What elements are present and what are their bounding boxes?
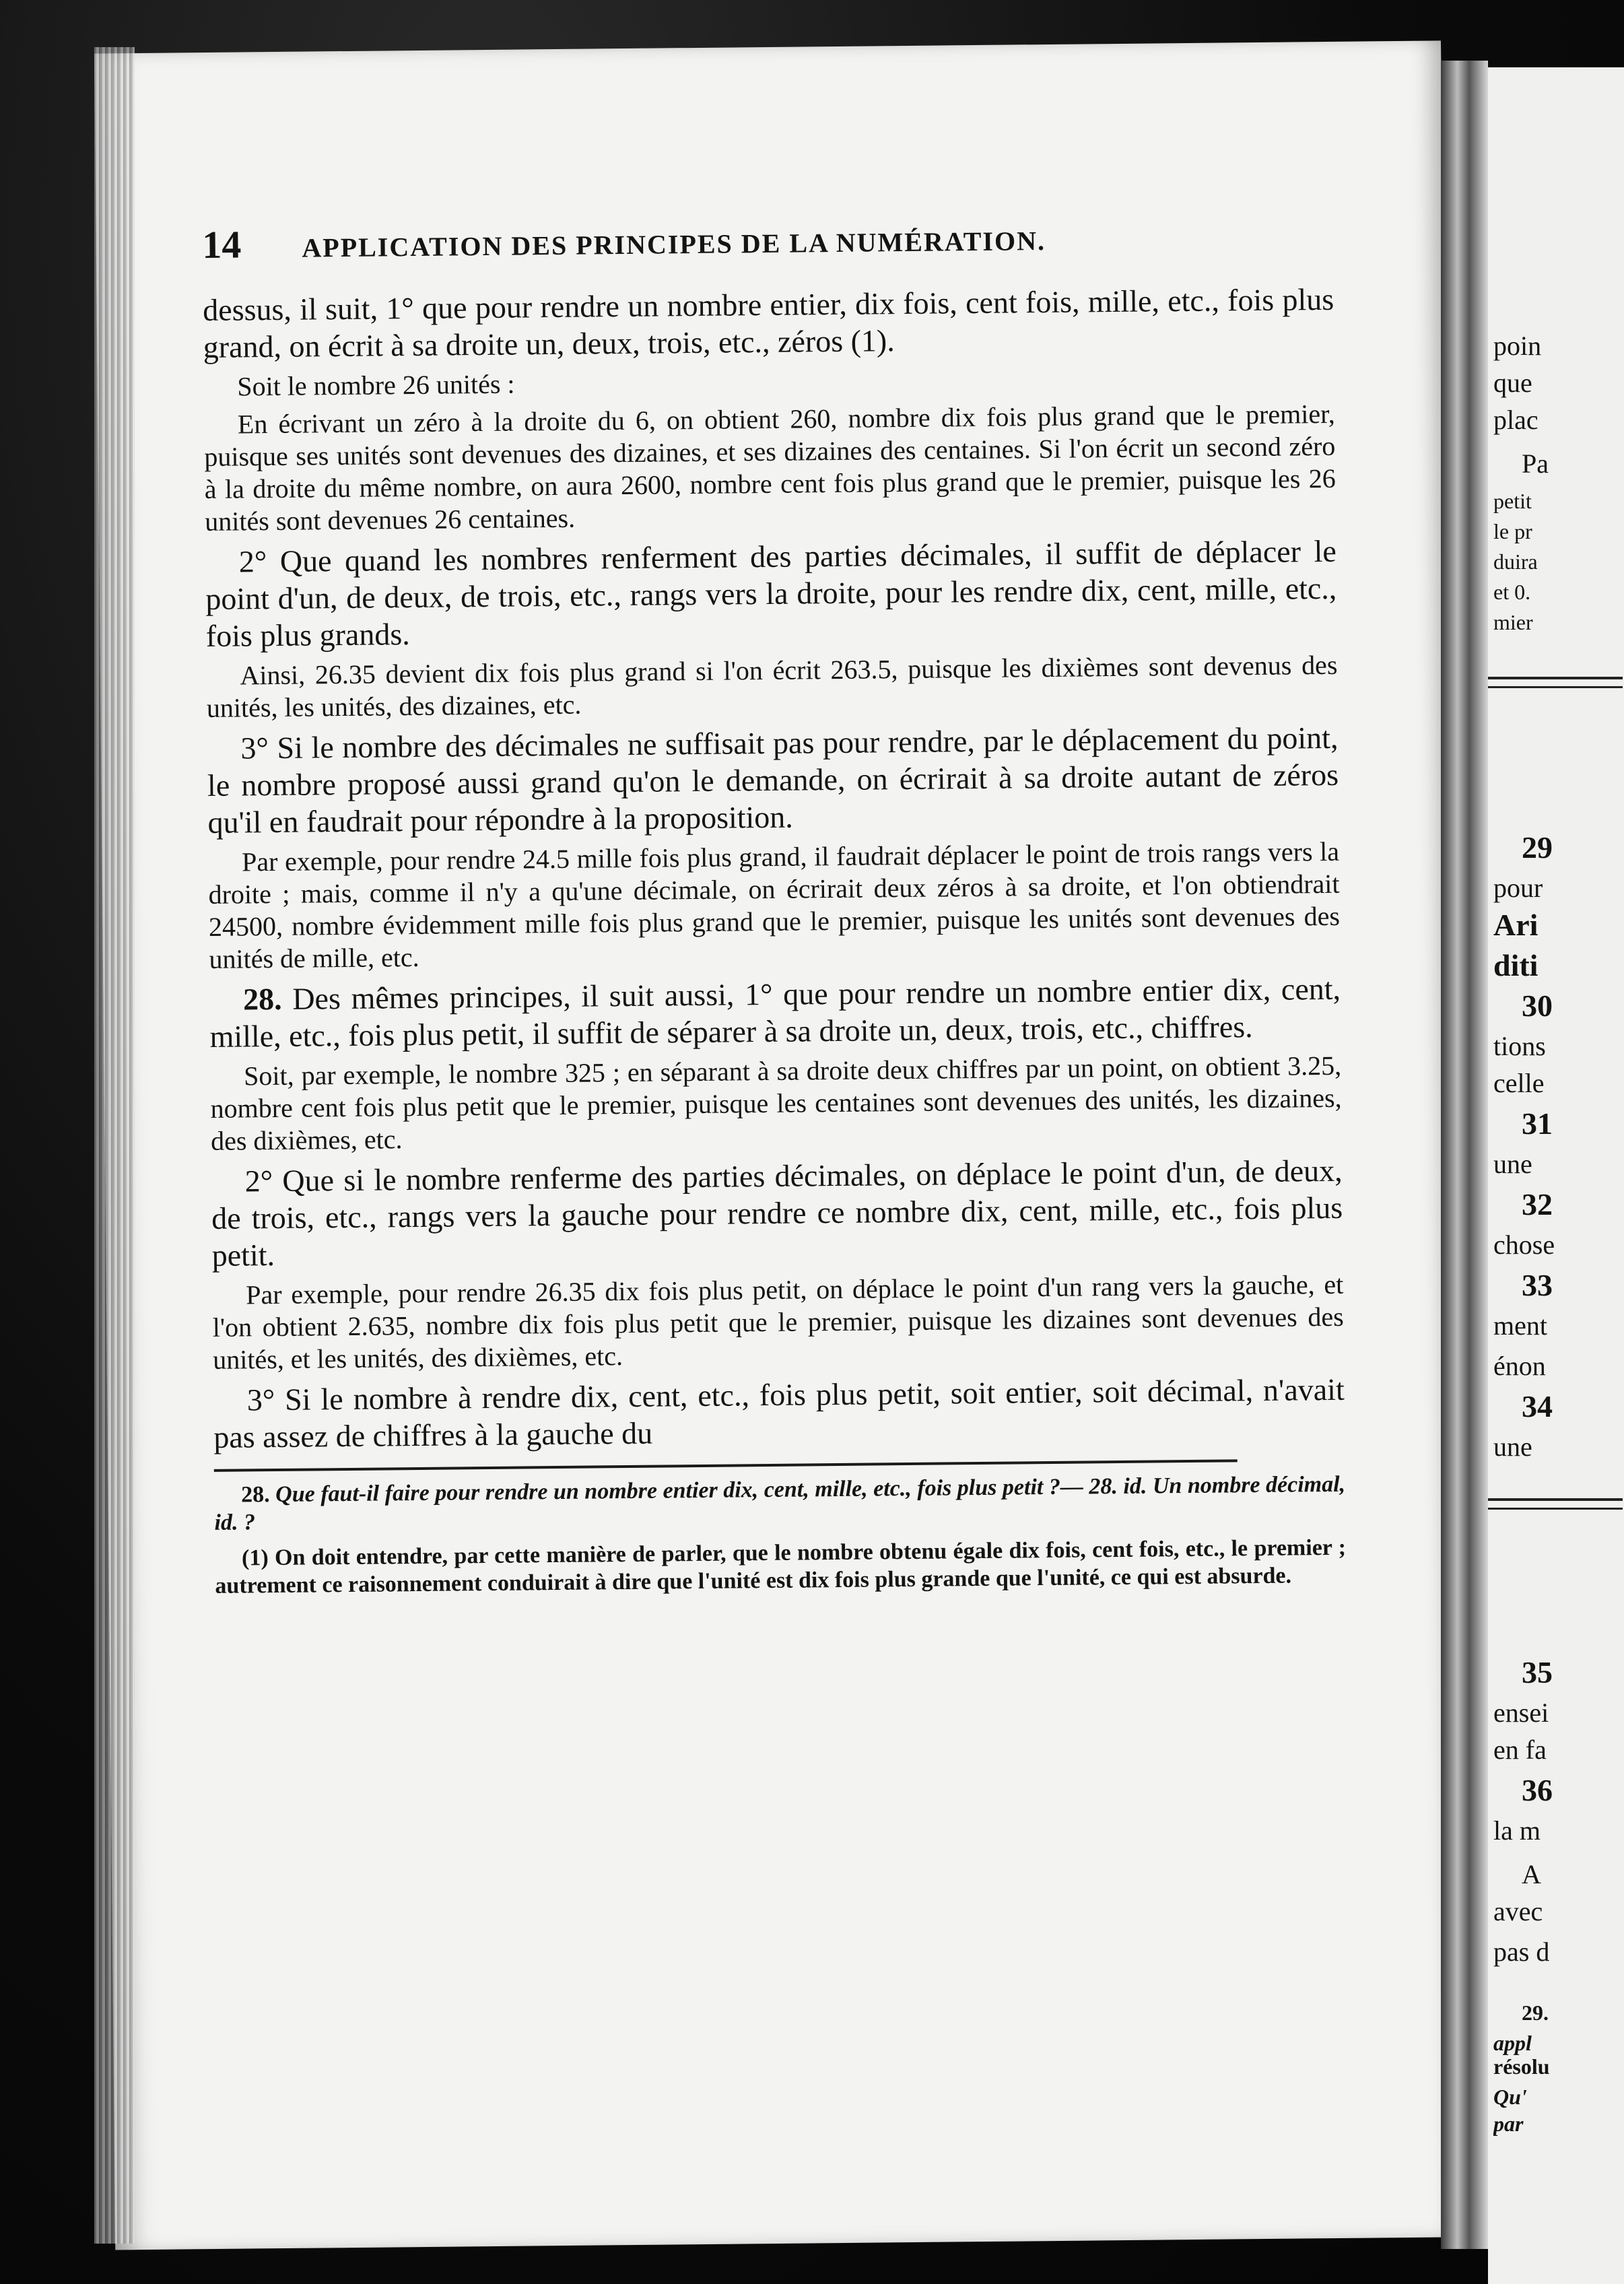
right-line: 29: [1522, 832, 1553, 864]
double-rule: [1488, 1498, 1623, 1510]
paragraph-text: Des mêmes principes, il suit aussi, 1° que pour rendre un nombre entier dix, cent, mille, etc., fois plus petit, il suffit de séparer à sa droite un, deux, trois, etc., chiffres.: [209, 971, 1341, 1054]
right-line: et 0.: [1493, 580, 1531, 604]
paragraph: Par exemple, pour rendre 26.35 dix fois plus petit, on déplace le point d'un rang vers la gauche, et l'on obtient 2.635, nombre dix fois plus petit que le premier, puisque les dizaines sont devenues des unités, et les unités, des dixièmes, etc.: [212, 1269, 1344, 1375]
right-line: mier: [1493, 610, 1533, 634]
right-line: A: [1522, 1859, 1541, 1889]
paragraph: Soit le nombre 26 unités :: [237, 368, 515, 402]
right-line: résolu: [1493, 2054, 1550, 2079]
question-number: 28.: [240, 1482, 270, 1508]
right-line: 32: [1522, 1188, 1553, 1221]
question-text: Que faut-il faire pour rendre un nombre entier dix, cent, mille, etc., fois plus petit ?— 28. id. Un nombre décimal, id. ?: [214, 1471, 1346, 1535]
paragraph: Par exemple, pour rendre 24.5 mille fois plus grand, il faudrait déplacer le point de trois rangs vers la droite ; mais, comme il n'y a qu'une décimale, on écrirait deux zéros à sa droite, et l'on obtiendrait 24500, nombre évidemment mille fois plus grand que le premier, puisque les unités sont devenues des unités de mille, etc.: [208, 836, 1341, 974]
right-page-fragment: [1488, 67, 1624, 2284]
paragraph: Ainsi, 26.35 devient dix fois plus grand si l'on écrit 263.5, puisque les dixièmes sont devenus des unités, les unités, des dizaines, etc.: [206, 649, 1338, 723]
page-text: [202, 211, 1347, 1600]
right-line: la m: [1493, 1815, 1541, 1846]
right-line: une: [1493, 1432, 1532, 1462]
right-line: celle: [1493, 1068, 1545, 1098]
footnote-divider: [214, 1459, 1238, 1472]
right-line: 30: [1522, 990, 1553, 1022]
page-title: APPLICATION DES PRINCIPES DE LA NUMÉRATION.: [302, 225, 1046, 263]
right-line: que: [1493, 368, 1532, 398]
right-line: Pa: [1522, 448, 1549, 479]
right-line: tions: [1493, 1031, 1546, 1061]
paragraph: 2° Que quand les nombres renferment des parties décimales, il suffit de déplacer le point d'un, de deux, de trois, etc., rangs vers la droite, pour les rendre dix, cent, mille, etc., fois plus grands.: [205, 533, 1337, 653]
right-line: Ari: [1493, 909, 1538, 941]
right-line: pour: [1493, 873, 1543, 903]
paragraph: 3° Si le nombre à rendre dix, cent, etc., fois plus petit, soit entier, soit décimal, n'avait pas assez de chiffres à la gauche du: [213, 1372, 1345, 1454]
right-line: 36: [1522, 1774, 1553, 1807]
right-line: 33: [1522, 1269, 1553, 1302]
paragraph: 3° Si le nombre des décimales ne suffisait pas pour rendre, par le déplacement du point, le nombre proposé aussi grand qu'on le demande, on écrirait à sa droite autant de zéros qu'il en faudrait pour répondre à la proposition.: [207, 720, 1339, 840]
section-number: 28.: [242, 981, 282, 1017]
right-line: Qu': [1493, 2085, 1527, 2109]
right-line: pas d: [1493, 1937, 1550, 1967]
right-line: 35: [1522, 1656, 1553, 1689]
right-line: 29.: [1522, 2001, 1549, 2025]
right-line: poin: [1493, 331, 1542, 361]
right-line: 31: [1522, 1108, 1553, 1140]
right-line: énon: [1493, 1351, 1546, 1381]
page-number: 14: [202, 222, 242, 267]
paragraph: [209, 970, 1341, 1055]
right-line: avec: [1493, 1896, 1543, 1926]
right-line: ment: [1493, 1310, 1547, 1341]
right-line: 34: [1522, 1390, 1553, 1423]
book-gutter: [1441, 61, 1488, 2249]
right-line: en fa: [1493, 1735, 1547, 1765]
paragraph: En écrivant un zéro à la droite du 6, on obtient 260, nombre dix fois plus grand que le premier, puisque ses unités sont devenues des dizaines, et ses dizaines des centaines. Si l'on écrit un second zéro à la droite du même nombre, on aura 2600, nombre cent fois plus grand que le premier, puisque les 26 unités sont devenues 26 centaines.: [204, 398, 1336, 537]
footnote: (1) On doit entendre, par cette manière de parler, que le nombre obtenu égale dix fois, cent fois, etc., le premier ; autrement ce raisonnement conduirait à dire que l'unité est dix fois plus grande que l'unité, ce qui est absurde.: [215, 1535, 1347, 1599]
right-line: plac: [1493, 405, 1538, 435]
right-line: duira: [1493, 549, 1538, 574]
right-line: ensei: [1493, 1698, 1549, 1728]
paragraph: 2° Que si le nombre renferme des parties décimales, on déplace le point d'un, de deux, de trois, etc., rangs vers la gauche pour rendre ce nombre dix, cent, mille, etc., fois plus petit.: [211, 1153, 1343, 1273]
right-line: diti: [1493, 949, 1538, 982]
paragraph: dessus, il suit, 1° que pour rendre un nombre entier, dix fois, cent fois, mille, etc., fois plus grand, on écrit à sa droite un, deux, trois, etc., zéros (1).: [203, 281, 1334, 364]
double-rule: [1488, 677, 1623, 688]
right-line: par: [1493, 2112, 1524, 2136]
right-line: chose: [1493, 1230, 1555, 1260]
right-line: une: [1493, 1149, 1532, 1179]
right-line: appl: [1493, 2031, 1532, 2055]
footnote-question: [214, 1471, 1346, 1537]
right-line: le pr: [1493, 519, 1532, 543]
paragraph: Soit, par exemple, le nombre 325 ; en séparant à sa droite deux chiffres par un point, on obtient 3.25, nombre cent fois plus petit que le premier, puisque les centaines sont devenues des unités, les dizaines, des dixièmes, etc.: [210, 1050, 1342, 1156]
page-edge: [94, 47, 135, 2244]
right-line: petit: [1493, 489, 1532, 513]
